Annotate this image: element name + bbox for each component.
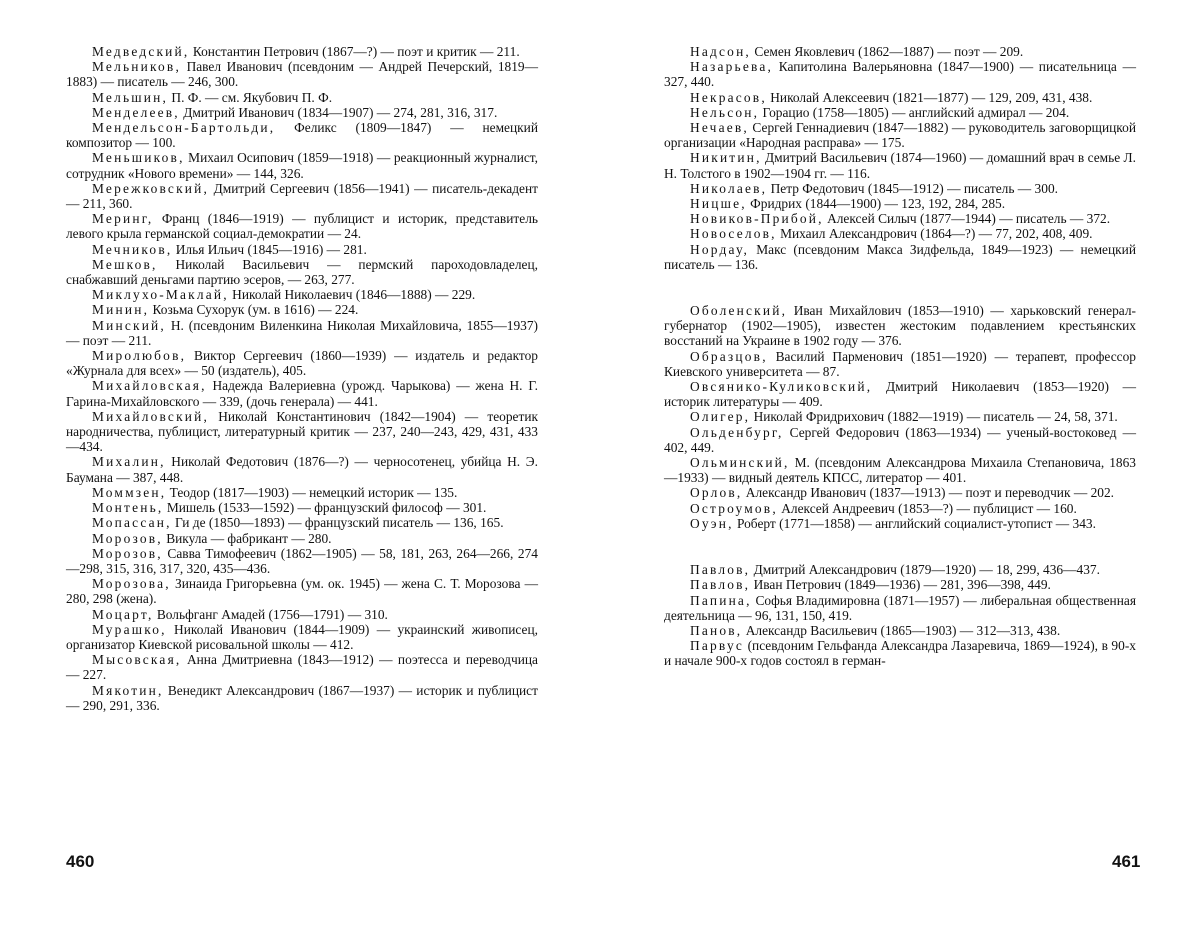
entry-text: Дмитрий Иванович (1834—1907) — 274, 281, 316, 317. <box>183 104 498 120</box>
entry-text: Сергей Геннадиевич (1847—1882) — руководитель заговорщицкой организации «Народная расправа» — 175. <box>664 120 1136 151</box>
entry-name: Мендельсон-Бартольди, <box>92 120 276 136</box>
index-entry <box>664 638 1136 668</box>
entry-name: Медведский, <box>92 44 190 59</box>
entry-text: Надежда Валериевна (урожд. Чарыкова) — жена Н. Г. Гарина-Михайловского — 339, (дочь генерала) — 441. <box>66 378 538 409</box>
index-entry <box>664 623 1136 638</box>
index-entry <box>66 257 538 287</box>
entry-text: Михаил Осипович (1859—1918) — реакционный журналист, сотрудник «Нового времени» — 144, 326. <box>66 150 538 181</box>
entry-text: Венедикт Александрович (1867—1937) — историк и публицист — 290, 291, 336. <box>66 682 538 713</box>
entry-text: Зинаида Григорьевна (ум. ок. 1945) — жена С. Т. Морозова — 280, 298 (жена). <box>66 576 538 607</box>
entry-text: Николай Алексеевич (1821—1877) — 129, 209, 431, 438. <box>770 89 1093 105</box>
entry-name: Меньшиков, <box>92 150 185 166</box>
index-entry <box>664 593 1136 623</box>
entry-name: Мережковский, <box>92 180 210 196</box>
index-entry <box>664 516 1136 531</box>
index-entry <box>66 348 538 378</box>
entry-text: Иван Михайлович (1853—1910) — харьковский генерал-губернатор (1902—1905), известен жестоким подавлением крестьянских восстаний на Украине в 1902 году — 376. <box>664 303 1136 349</box>
entry-name: Ольденбург, <box>690 424 784 440</box>
entry-name: Орлов, <box>690 485 743 501</box>
entry-name: Ольминский, <box>690 455 790 471</box>
entry-name: Михайловская, <box>92 378 207 394</box>
entry-text: Николай Николаевич (1846—1888) — 229. <box>232 287 476 303</box>
entry-text: Роберт (1771—1858) — английский социалист-утопист — 343. <box>737 515 1096 531</box>
entry-text: Фридрих (1844—1900) — 123, 192, 284, 285. <box>750 196 1006 212</box>
entry-name: Олигер, <box>690 409 751 425</box>
entry-text: Алексей Силыч (1877—1944) — писатель — 372. <box>827 211 1111 227</box>
entry-name: Образцов, <box>690 348 768 364</box>
entry-name: Мякотин, <box>92 682 164 698</box>
entry-text: Ги де (1850—1893) — французский писатель — 136, 165. <box>175 515 504 531</box>
entry-text: (псевдоним Гельфанда Александра Лазаревича, 1869—1924), в 90-х и начале 900-х годов состоял в герман- <box>664 638 1136 669</box>
entry-name: Остроумов, <box>690 500 778 516</box>
index-entry <box>664 105 1136 120</box>
page-number-right: 461 <box>1112 852 1141 871</box>
entry-name: Михайловский, <box>92 408 210 424</box>
index-entry <box>664 90 1136 105</box>
entry-name: Нельсон, <box>690 104 760 120</box>
index-entry <box>66 287 538 302</box>
entry-text: Николай Васильевич — пермский пароходовладелец, снабжавший деньгами партию эсеров, — 263, 277. <box>66 256 538 288</box>
entry-text: Константин Петрович (1867—?) — поэт и критик — 211. <box>192 44 520 59</box>
index-entry <box>66 546 538 576</box>
entry-name: Моммзен, <box>92 484 167 500</box>
index-entry <box>664 44 1136 59</box>
entry-text: Савва Тимофеевич (1862—1905) — 58, 181, 263, 264—266, 274—298, 315, 316, 317, 320, 435—436. <box>66 545 538 576</box>
entry-name: Никитин, <box>690 150 762 166</box>
entry-text: Николай Фридрихович (1882—1919) — писатель — 24, 58, 371. <box>753 409 1118 425</box>
index-entry <box>66 622 538 652</box>
index-entry <box>66 211 538 241</box>
entry-text: Макс (псевдоним Макса Зидфельда, 1849—1923) — немецкий писатель — 136. <box>664 241 1136 272</box>
entry-name: Новиков-Прибой, <box>690 211 824 227</box>
entry-text: П. Ф. — см. Якубович П. Ф. <box>171 89 333 105</box>
entry-name: Новоселов, <box>690 226 777 242</box>
entry-text: Теодор (1817—1903) — немецкий историк — 135. <box>169 484 458 500</box>
entry-text: Софья Владимировна (1871—1957) — либеральная общественная деятельница — 96, 131, 150, 419. <box>664 592 1136 623</box>
index-entry <box>664 379 1136 409</box>
index-entry <box>66 683 538 713</box>
entry-text: Горацио (1758—1805) — английский адмирал — 204. <box>762 104 1070 120</box>
index-entry <box>66 150 538 180</box>
index-entry <box>66 120 538 150</box>
letter-section-gap <box>664 272 1136 303</box>
entry-name: Папина, <box>690 592 752 608</box>
entry-name: Парвус <box>690 638 745 654</box>
index-entry <box>664 577 1136 592</box>
entry-text: Н. (псевдоним Виленкина Николая Михайловича, 1855—1937) — поэт — 211. <box>66 317 538 348</box>
entry-name: Мечников, <box>92 241 173 257</box>
index-entry <box>66 302 538 317</box>
entry-name: Овсянико-Куликовский, <box>690 379 873 395</box>
entry-text: Николай Константинович (1842—1904) — теоретик народничества, публицист, литературный критик — 237, 240—243, 429, 431, 433—434. <box>66 408 538 455</box>
letter-section-gap <box>664 531 1136 562</box>
index-entry <box>66 59 538 89</box>
index-entry <box>66 105 538 120</box>
index-entry <box>66 378 538 408</box>
entry-text: Дмитрий Николаевич (1853—1920) — историк литературы — 409. <box>664 379 1136 410</box>
entry-text: Анна Дмитриевна (1843—1912) — поэтесса и переводчица — 227. <box>66 652 538 683</box>
index-entry <box>664 349 1136 379</box>
index-entry <box>66 607 538 622</box>
entry-name: Назарьева, <box>690 59 774 75</box>
index-entry <box>664 242 1136 272</box>
entry-name: Мельников, <box>92 59 181 75</box>
index-entry <box>66 90 538 105</box>
entry-text: Феликс (1809—1847) — немецкий композитор — 100. <box>66 120 538 151</box>
entry-text: Дмитрий Васильевич (1874—1960) — домашний врач в семье Л. Н. Толстого в 1902—1904 гг. — 116. <box>664 150 1136 181</box>
entry-text: Михаил Александрович (1864—?) — 77, 202, 408, 409. <box>780 226 1093 242</box>
entry-text: Сергей Федорович (1863—1934) — ученый-востоковед — 402, 449. <box>664 424 1136 455</box>
entry-text: Козьма Сухорук (ум. в 1616) — 224. <box>152 302 359 318</box>
index-entry <box>66 515 538 530</box>
index-entry <box>66 576 538 606</box>
entry-name: Нечаев, <box>690 120 749 136</box>
index-entry <box>66 652 538 682</box>
entry-text: Виктор Сергеевич (1860—1939) — издатель и редактор «Журнала для всех» — 50 (издатель), 405. <box>66 348 538 379</box>
index-entry <box>664 409 1136 424</box>
entry-name: Миролюбов, <box>92 348 187 364</box>
entry-text: Дмитрий Александрович (1879—1920) — 18, 299, 436—437. <box>753 562 1100 578</box>
index-entry <box>664 181 1136 196</box>
entry-text: Василий Парменович (1851—1920) — терапевт, профессор Киевского университета — 87. <box>664 348 1136 379</box>
index-entry <box>66 454 538 484</box>
index-entry <box>66 318 538 348</box>
entry-text: Николай Федотович (1876—?) — черносотенец, убийца Н. Э. Баумана — 387, 448. <box>66 454 538 485</box>
entry-name: Мешков, <box>92 256 158 272</box>
index-entry <box>66 531 538 546</box>
entry-name: Некрасов, <box>690 89 767 105</box>
entry-name: Павлов, <box>690 577 751 593</box>
entry-name: Минский, <box>92 317 166 333</box>
index-entry <box>664 59 1136 89</box>
index-entry <box>664 485 1136 500</box>
entry-text: Вольфганг Амадей (1756—1791) — 310. <box>156 606 388 622</box>
entry-name: Минин, <box>92 302 150 318</box>
entry-name: Меринг, <box>92 211 154 227</box>
index-entry <box>664 501 1136 516</box>
index-entry <box>664 425 1136 455</box>
entry-text: Петр Федотович (1845—1912) — писатель — 300. <box>770 180 1058 196</box>
page-number-left: 460 <box>66 852 95 871</box>
entry-name: Павлов, <box>690 562 751 578</box>
index-entry <box>664 211 1136 226</box>
index-entry <box>66 44 538 59</box>
entry-name: Мурашко, <box>92 621 167 637</box>
entry-text: Франц (1846—1919) — публицист и историк, представитель левого крыла германской социал-демократии — 24. <box>66 211 538 242</box>
entry-text: Капитолина Валерьяновна (1847—1900) — писательница — 327, 440. <box>664 59 1136 90</box>
entry-name: Морозова, <box>92 576 171 592</box>
right-page <box>664 44 1136 669</box>
index-entry <box>66 485 538 500</box>
entry-name: Миклухо-Маклай, <box>92 287 229 303</box>
entry-name: Моцарт, <box>92 606 154 622</box>
entry-name: Михалин, <box>92 454 166 470</box>
entry-text: Николай Иванович (1844—1909) — украинский живописец, организатор Киевской рисовальной школы — 412. <box>66 621 538 652</box>
entry-name: Панов, <box>690 622 743 638</box>
entry-text: Семен Яковлевич (1862—1887) — поэт — 209. <box>754 44 1024 59</box>
entry-name: Мысовская, <box>92 652 182 668</box>
index-entry <box>66 242 538 257</box>
entry-text: Дмитрий Сергеевич (1856—1941) — писатель-декадент — 211, 360. <box>66 180 538 212</box>
index-entry <box>66 181 538 211</box>
entry-name: Монтень, <box>92 500 164 516</box>
entry-text: Александр Иванович (1837—1913) — поэт и переводчик — 202. <box>745 485 1114 501</box>
index-entry <box>66 409 538 455</box>
entry-name: Ницше, <box>690 196 747 212</box>
entry-name: Оболенский, <box>690 303 788 319</box>
entry-name: Мельшин, <box>92 89 169 105</box>
index-entry <box>664 150 1136 180</box>
entry-text: Алексей Андреевич (1853—?) — публицист — 160. <box>781 500 1077 516</box>
entry-text: Павел Иванович (псевдоним — Андрей Печерский, 1819—1883) — писатель — 246, 300. <box>66 59 538 90</box>
entry-name: Николаев, <box>690 180 768 196</box>
entry-name: Менделеев, <box>92 104 180 120</box>
index-entry <box>66 500 538 515</box>
entry-text: Александр Васильевич (1865—1903) — 312—313, 438. <box>745 622 1061 638</box>
index-entry <box>664 562 1136 577</box>
index-entry <box>664 120 1136 150</box>
index-entry <box>664 303 1136 349</box>
entry-text: Илья Ильич (1845—1916) — 281. <box>175 241 367 257</box>
index-entry <box>664 226 1136 241</box>
entry-text: Викула — фабрикант — 280. <box>166 530 332 546</box>
entry-text: Иван Петрович (1849—1936) — 281, 396—398, 449. <box>753 577 1051 593</box>
left-index-column <box>66 44 538 713</box>
entry-name: Мопассан, <box>92 515 172 531</box>
entry-name: Нордау, <box>690 241 750 257</box>
index-entry <box>664 196 1136 211</box>
entry-name: Оуэн, <box>690 515 734 531</box>
entry-name: Надсон, <box>690 44 751 59</box>
index-entry <box>664 455 1136 485</box>
left-page <box>66 44 538 713</box>
entry-name: Морозов, <box>92 545 163 561</box>
entry-text: М. (псевдоним Александрова Михаила Степановича, 1863—1933) — видный деятель КПСС, литератор — 401. <box>664 455 1136 486</box>
entry-text: Мишель (1533—1592) — французский философ — 301. <box>166 500 487 516</box>
right-index-column <box>664 44 1136 669</box>
entry-name: Морозов, <box>92 530 163 546</box>
